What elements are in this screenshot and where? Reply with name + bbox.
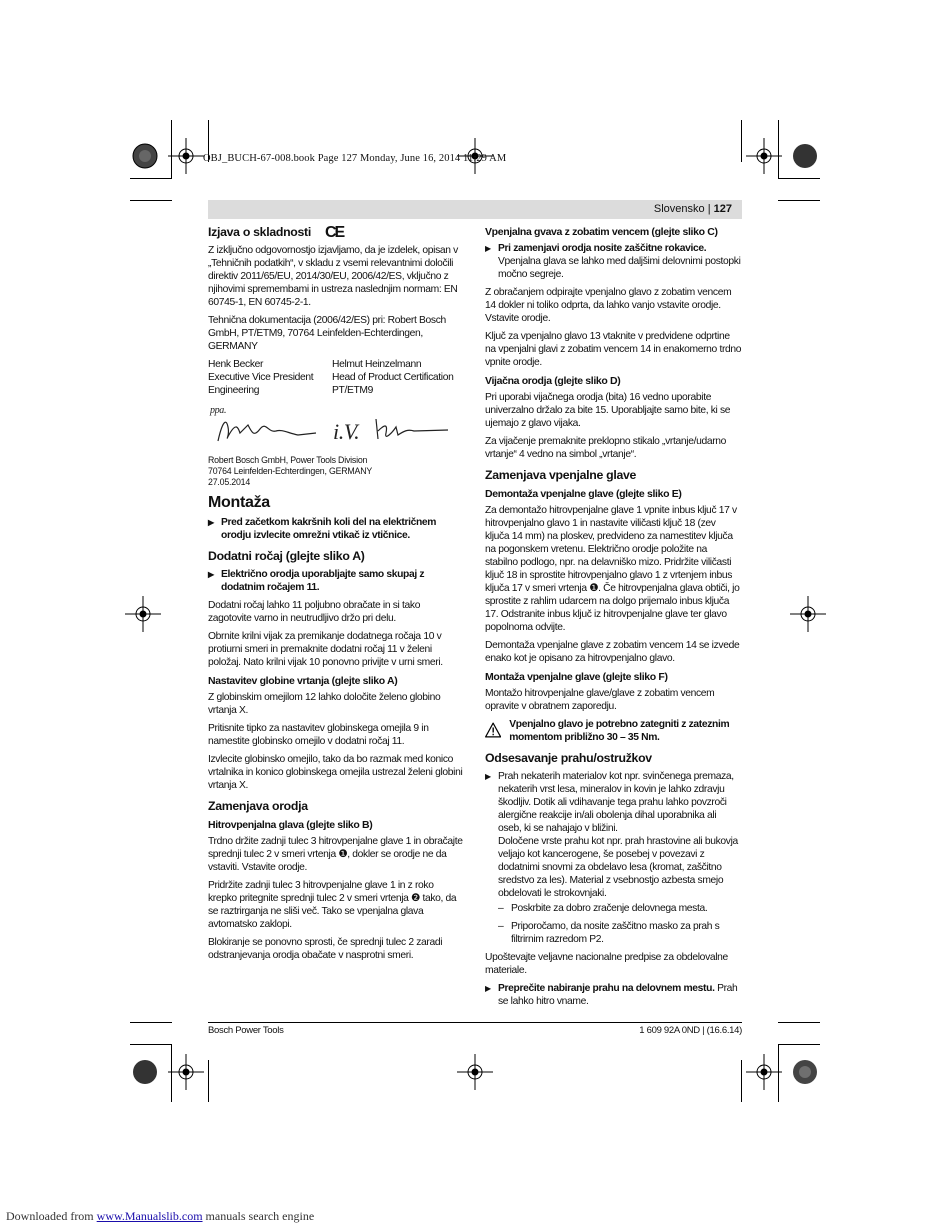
vijacna-heading: Vijačna orodja (glejte sliko D) <box>485 375 621 387</box>
date-small: 27.05.2014 <box>208 477 251 487</box>
dodatni-paragraph-2: Obrnite krilni vijak za premikanje dodatnega ročaja 10 v protiurni smeri in premaknite dodatni ročaj 11 v želeni položaj. Nato krilni vijak 10 ponovno privijte v urni smeri. <box>208 631 443 668</box>
sunburst-top-left <box>133 144 157 168</box>
warning-triangle-icon <box>485 718 501 742</box>
dodatni-paragraph-1: Dodatni ročaj lahko 11 poljubno obračate in si tako zagotovite varno in neutrudljivo držo pri delu. <box>208 600 421 624</box>
prah-dash-2: – Priporočamo, da nosite zaščitno masko za prah s filtrirnim razredom P2. <box>485 920 742 946</box>
demontaza-paragraph-2: Demontaža vpenjalne glave z zobatim vencem 14 se izvede enako kot je opisano za hitrovpenjalno glavo. <box>485 640 740 664</box>
prah-bullet: ▶ Prah nekaterih materialov kot npr. svinčenega premaza, nekaterih vrst lesa, mineralov in kovin je lahko zdravju škodljiv. Dotik ali vdihavanje tega prahu lahko povzroči alergične reakcije in/ali obolenja dihal uporabnika ali oseb, ki se nahajajo v bližini. Določene vrste prahu kot npr. prah hrastovine ali bukovja veljajo kot kancerogene, še posebej v povezavi z dodatnimi snovmi za obdelavo lesa (kromat, zaščitno sredstvo za les). Material z vsebnostjo azbesta smejo obdelovati le strokovnjaki. <box>485 770 742 900</box>
ce-mark-icon: CE <box>325 224 344 241</box>
vijacna-paragraph-2: Za vijačenje premaknite preklopno stikalo „vrtanje/udarno vrtanje“ 4 vedno na simbol „vrtanje“. <box>485 436 727 460</box>
header-language: Slovensko <box>653 203 705 215</box>
signatures <box>208 403 464 453</box>
montaza-glave-paragraph: Montažo hitrovpenjalne glave/glave z zobatim vencem opravite v obratnem zaporedju. <box>485 688 715 712</box>
demontaza-paragraph-1: Za demontažo hitrovpenjalne glave 1 vpnite inbus ključ 17 v hitrovpenjalno glavo 1 in nastavite viličasti ključ 18 (zev ključa 14 mm) na ploskev, predvideno za namestitev ključa na pogonskem vretenu. Električno orodje položite na stabilno podlogo, npr. na delavniško mizo. Pridržite viličasti ključ 18 in sprostite hitrovpenjalno glavo 1 z vrtenjem inbus ključa 17 v smeri vrtenja ❶. Če hitrovpenjalna glava obtiči, jo sprostite z rahlim udarcem na dolgo prijemalo inbus ključa 17. Odstranite inbus ključ iz hitrovpenjalne glave ter glavo popolnoma odvijte. <box>485 505 740 633</box>
montaza-warning: ▶ Pred začetkom kakršnih koli del na električnem orodju izvlecite omrežni vtikač iz vtičnice. <box>208 516 464 542</box>
montaza-heading: Montaža <box>208 494 270 511</box>
page-number: 127 <box>713 203 732 215</box>
montaza-glave-heading: Montaža vpenjalne glave (glejte sliko F) <box>485 671 668 683</box>
gvava-warning: ▶ Pri zamenjavi orodja nosite zaščitne rokavice. Vpenjalna glava se lahko med daljšimi delovnimi postopki močno segreje. <box>485 242 742 281</box>
signatories: Henk Becker Helmut Heinzelmann Executive Vice President Head of Product Certification Engineering PT/ETM9 <box>208 359 454 396</box>
signature-image <box>208 403 464 453</box>
left-column <box>208 224 464 967</box>
gvava-paragraph-1: Z obračanjem odpirajte vpenjalno glavo z zobatim vencem 14 dokler ni toliko odprta, da lahko vanjo vstavite orodje. Vstavite orodje. <box>485 287 732 324</box>
header-text: Slovensko | 127 <box>653 203 732 215</box>
globina-paragraph-2: Pritisnite tipko za nastavitev globinskega omejila 9 in namestite globinsko omejilo v dodatni ročaj 11. <box>208 723 429 747</box>
address-small: 70764 Leinfelden-Echterdingen, GERMANY <box>208 466 373 476</box>
manualslib-link[interactable]: www.Manualslib.com <box>96 1209 203 1223</box>
sunburst-bottom-right <box>793 1060 817 1084</box>
torque-warning-text: Vpenjalno glavo je potrebno zategniti z zateznim momentom približno 30 – 35 Nm. <box>509 719 730 743</box>
hitro-heading: Hitrovpenjalna glava (glejte sliko B) <box>208 819 373 831</box>
prah-dash-1: – Poskrbite za dobro zračenje delovnega mesta. <box>485 902 742 915</box>
gvava-paragraph-2: Ključ za vpenjalno glavo 13 vtaknite v predvidene odprtine na vpenjalni glavi z zobatim vencem 14 in enakomerno trdno vpnite orodje. <box>485 331 742 368</box>
globina-paragraph-3: Izvlecite globinsko omejilo, tako da bo razmak med konico vrtalnika in konico globinskega omejila ustrezal želeni globini vrtanja X. <box>208 754 463 791</box>
declaration-title: Izjava o skladnosti <box>208 225 311 239</box>
page-header <box>208 200 742 219</box>
sig-prefix-iv: i.V. <box>333 419 360 444</box>
company-small: Robert Bosch GmbH, Power Tools Division <box>208 455 368 465</box>
dodatni-warning: ▶ Električno orodja uporabljajte samo skupaj z dodatnim ročajem 11. <box>208 568 464 594</box>
globina-paragraph-1: Z globinskim omejilom 12 lahko določite želeno globino vrtanja X. <box>208 692 441 716</box>
hitro-paragraph-3: Blokiranje se ponovno sprosti, če sprednji tulec 2 zaradi odstranjevanja orodja obačate v nasprotni smeri. <box>208 937 443 961</box>
footer-brand: Bosch Power Tools <box>208 1025 284 1036</box>
gvava-heading: Vpenjalna gvava z zobatim vencem (glejte sliko C) <box>485 226 718 238</box>
download-note: Downloaded from www.Manualslib.com manuals search engine <box>6 1209 315 1223</box>
dodatni-heading: Dodatni ročaj (glejte sliko A) <box>208 549 365 563</box>
sunburst-top-right <box>793 144 817 168</box>
file-info: OBJ_BUCH-67-008.book Page 127 Monday, June 16, 2014 11:29 AM <box>203 153 507 164</box>
footer-rule <box>208 1022 742 1023</box>
hitro-paragraph-1: Trdno držite zadnji tulec 3 hitrovpenjalne glave 1 in obračajte sprednji tulec 2 v smeri vrtenja ❶, dokler se orodje ne da vstaviti. Vstavite orodje. <box>208 836 463 873</box>
globina-heading: Nastavitev globine vrtanja (glejte sliko A) <box>208 675 398 687</box>
prah-heading: Odsesavanje prahu/ostružkov <box>485 751 652 765</box>
torque-warning <box>485 718 742 744</box>
right-column <box>485 224 742 1013</box>
sig-prefix-ppa: ppa. <box>210 405 227 416</box>
zamenjava-glave-heading: Zamenjava vpenjalne glave <box>485 468 637 482</box>
zamenjava-heading: Zamenjava orodja <box>208 799 308 813</box>
hitro-paragraph-2: Pridržite zadnji tulec 3 hitrovpenjalne glave 1 in z roko krepko pritegnite sprednji tulec 2 v smeri vrtenja ❷ tako, da se raztrirganja ne sliši več. Tako se vpenjalna glava avtomatsko zaklopi. <box>208 880 457 930</box>
demontaza-heading: Demontaža vpenjalne glave (glejte sliko E) <box>485 488 682 500</box>
sunburst-bottom-left <box>133 1060 157 1084</box>
vijacna-paragraph-1: Pri uporabi vijačnega orodja (bita) 16 vedno uporabite univerzalno držalo za bite 15. Uporabljajte samo bite, ki se ujemajo z glavo vijaka. <box>485 392 731 429</box>
declaration-text: Z izključno odgovornostjo izjavljamo, da je izdelek, opisan v „Tehničnih podatkih“, v skladu z vsemi relevantnimi določili direktiv 2011/65/EU, 2014/30/EU, 2006/42/ES, vključno z njihovimi spremembami in ustreza naslednjim normam: EN 60745-1, EN 60745-2-1. <box>208 245 458 308</box>
prah-bullet-2: ▶ Preprečite nabiranje prahu na delovnem mestu. Prah se lahko hitro vname. <box>485 982 742 1008</box>
prah-paragraph: Upoštevajte veljavne nacionalne predpise za obdelovalne materiale. <box>485 952 728 976</box>
footer-doc-number: 1 609 92A 0ND | (16.6.14) <box>639 1025 742 1036</box>
tech-doc: Tehnična dokumentacija (2006/42/ES) pri: Robert Bosch GmbH, PT/ETM9, 70764 Leinfelden-Echterdingen, GERMANY <box>208 315 446 352</box>
